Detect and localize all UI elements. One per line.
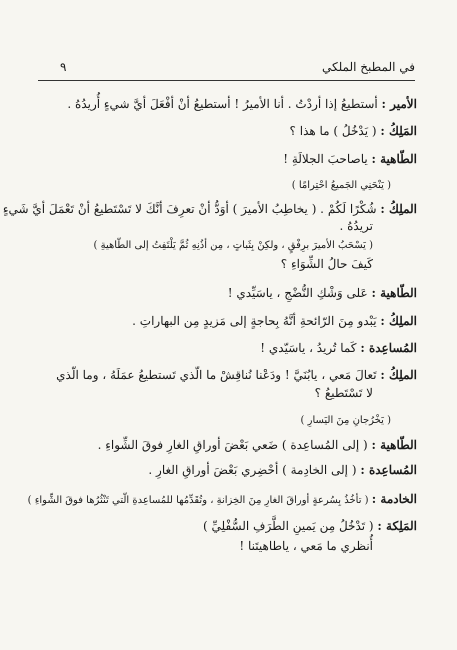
- dialogue-text: شُكْرًا لَكُمْ . ( يخاطِبُ الأميرَ ) أوَدُّ أنْ تعرِفَ أنَّكَ لا تَسْتَطيعُ أنْ تَعْمَلَ أيَّ شَيءٍ: [2, 202, 377, 216]
- dialogue-line: [290, 123, 417, 139]
- dialogue-line: [260, 340, 417, 356]
- dialogue-continuation: [315, 385, 373, 401]
- dialogue-text: ( إلى الخادِمة ) أحْضِري بَعْضَ أوراقِ الغارِ .: [148, 463, 357, 477]
- dialogue-text: كَما تُريدُ ، ياسَيّدي !: [260, 341, 357, 355]
- dialogue-line: [203, 518, 417, 534]
- speaker-name: الطّاهية :: [371, 286, 417, 300]
- dialogue-text: ( تَدْخُلُ مِن يَمينِ الطَّرَفِ السُّفْلِيِّ ): [202, 519, 374, 533]
- page-number: ٩: [60, 60, 67, 74]
- dialogue-line: [56, 367, 417, 383]
- speaker-name: المَلِكة :: [377, 519, 417, 533]
- speaker-name: المُساعِدة :: [360, 463, 417, 477]
- dialogue-text: أستطيعُ إذا أردْتُ . أنا الأميرُ ! أستطيعُ أنْ أفْعَلَ أيَّ شيءٍ أُريدُهُ .: [67, 97, 378, 111]
- dialogue-line: [3, 201, 417, 217]
- speaker-name: المُساعِدة :: [360, 341, 417, 355]
- dialogue-line: [132, 313, 417, 329]
- stage-direction: [292, 178, 391, 194]
- dialogue-line: [228, 285, 417, 301]
- speaker-name: الخادمة :: [371, 492, 417, 506]
- speaker-name: المَلِكُ :: [380, 124, 417, 138]
- dialogue-text: عَلى وَشْكِ النُّضْجِ ، ياسَيِّدي !: [227, 286, 368, 300]
- dialogue-continuation: [281, 256, 373, 272]
- stage-direction-text: ( يَسْحَبُ الأميرَ برِفْقٍ ، ولكِنْ بِثَباتٍ ، مِن أذُنِهِ ثُمَّ يَلْتَفِتُ إلى الطّاهيةِ ): [93, 240, 373, 251]
- dialogue-text: أُنظري ما مَعي ، ياطاهيتَنا !: [239, 539, 373, 553]
- dialogue-text: تَعالَ مَعي ، يابُنَيَّ ! ودَعْنا نُناقِشْ ما الّذي تَستطيعُ عمَلَهُ ، وما الّذي: [56, 368, 377, 382]
- dialogue-text: يَبْدو مِنَ الرّائحةِ أنَّهُ بِحاجةٍ إلى مَزيدٍ مِن البهاراتِ .: [132, 314, 377, 328]
- stage-direction-text: ( يَنْحَنِي الجَميعُ احْتِرامًا ): [291, 180, 391, 191]
- speaker-name: الملِكُ :: [380, 314, 417, 328]
- speaker-name: الطّاهية :: [371, 152, 417, 166]
- header-title: في المطبخ الملكي: [321, 60, 415, 74]
- dialogue-text: تريدُهُ .: [339, 219, 373, 233]
- dialogue-line: [283, 151, 417, 167]
- stage-direction: [301, 413, 391, 429]
- dialogue-text: كَيفَ حالُ الشِّوَاءِ ؟: [280, 257, 373, 271]
- dialogue-text: ( إلى المُساعِدة ) ضَعي بَعْضَ أوراقِ الغارِ فوقَ الشِّواءِ .: [97, 438, 368, 452]
- speaker-name: الطّاهية :: [371, 438, 417, 452]
- dialogue-line: [98, 437, 417, 453]
- stage-direction: [94, 238, 373, 254]
- speaker-name: الملِكُ :: [380, 368, 417, 382]
- running-header: [38, 60, 415, 81]
- dialogue-text: ياصاحبَ الجلالَةِ !: [283, 152, 368, 166]
- dialogue-continuation: [239, 538, 373, 554]
- dialogue-text: ( تأخُذُ بِسُرعةٍ أوراقَ الغارِ مِنَ الخِزانةِ ، وتُقَدِّمُها للمُساعِدةِ الّتي تَنْثُرُها فوقَ الشِّواءِ ): [27, 495, 369, 506]
- stage-direction-text: ( يَخْرُجانِ مِنَ اليَسارِ ): [300, 415, 391, 426]
- dialogue-line: [67, 96, 417, 112]
- dialogue-text: لا تَسْتَطيعُ ؟: [314, 386, 373, 400]
- dialogue-line: [148, 462, 417, 478]
- speaker-name: الملِكُ :: [380, 202, 417, 216]
- dialogue-line: [28, 491, 417, 509]
- speaker-name: الأمير :: [381, 97, 417, 111]
- dialogue-continuation: [339, 218, 373, 234]
- dialogue-text: ( يَدْخُلُ ) ما هذا ؟: [289, 124, 377, 138]
